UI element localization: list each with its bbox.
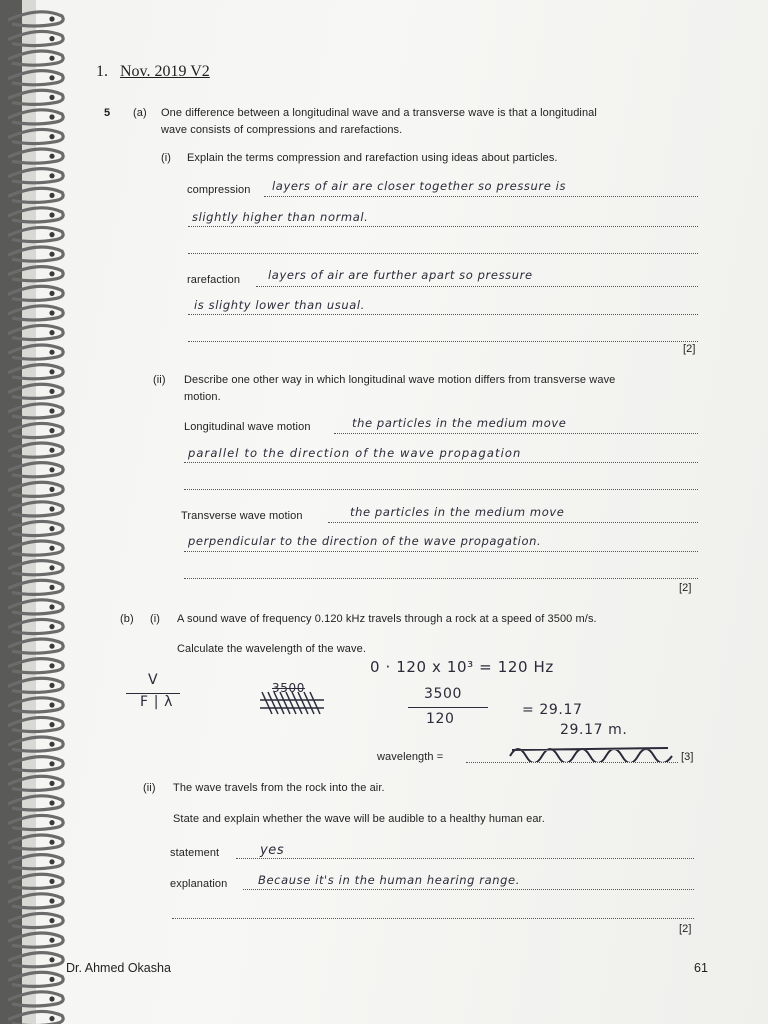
header-title: Nov. 2019 V2: [120, 63, 210, 80]
triangle-bottom: F | λ: [140, 694, 173, 710]
marks-a-ii: [2]: [679, 582, 692, 594]
punch-hole: [49, 957, 54, 962]
rarefaction-label: rarefaction: [187, 274, 241, 286]
punch-hole: [49, 330, 54, 335]
crossed-number: 3500: [272, 681, 305, 695]
answer-line: [264, 196, 698, 197]
fraction-denominator: 120: [426, 711, 455, 727]
punch-hole: [49, 761, 54, 766]
spiral-binding: [0, 0, 70, 1024]
part-b-i-instruction: Calculate the wavelength of the wave.: [177, 643, 366, 655]
punch-hole: [49, 781, 54, 786]
punch-hole: [49, 918, 54, 923]
punch-hole: [49, 291, 54, 296]
punch-hole: [49, 487, 54, 492]
answer-line: [188, 314, 698, 315]
answer-line: [334, 433, 698, 434]
transverse-answer-1: the particles in the medium move: [350, 505, 565, 519]
punch-hole: [49, 36, 54, 41]
part-b-i-prompt: A sound wave of frequency 0.120 kHz travels through a rock at a speed of 3500 m/s.: [177, 613, 597, 625]
part-b-ii-prompt-2: State and explain whether the wave will be audible to a healthy human ear.: [173, 813, 545, 825]
punch-hole: [49, 448, 54, 453]
answer-line: [172, 918, 694, 919]
transverse-label: Transverse wave motion: [181, 510, 303, 522]
scribble-mark: [258, 688, 330, 718]
punch-hole: [49, 506, 54, 511]
punch-hole: [49, 134, 54, 139]
spiral-coils: [0, 0, 70, 1024]
punch-hole: [49, 56, 54, 61]
part-a-i-prompt: Explain the terms compression and rarefaction using ideas about particles.: [187, 152, 558, 164]
punch-hole: [49, 683, 54, 688]
header-number: 1.: [96, 63, 108, 80]
punch-hole: [49, 977, 54, 982]
punch-hole: [49, 16, 54, 21]
punch-hole: [49, 271, 54, 276]
compression-answer-1: layers of air are closer together so pressure is: [272, 179, 567, 193]
punch-hole: [49, 154, 54, 159]
answer-line: [256, 286, 698, 287]
punch-hole: [49, 702, 54, 707]
compression-label: compression: [187, 184, 251, 196]
punch-hole: [49, 996, 54, 1001]
answer-line: [328, 522, 698, 523]
part-a-ii-prompt-2: motion.: [184, 391, 221, 403]
punch-hole: [49, 840, 54, 845]
punch-hole: [49, 898, 54, 903]
fraction-result: = 29.17: [522, 702, 583, 718]
rarefaction-answer-1: layers of air are further apart so pressure: [268, 268, 533, 282]
punch-hole: [49, 938, 54, 943]
punch-hole: [49, 722, 54, 727]
answer-line: [466, 762, 678, 763]
punch-hole: [49, 800, 54, 805]
answer-line: [188, 226, 698, 227]
answer-line: [184, 462, 698, 463]
answer-line: [188, 341, 698, 342]
footer-page-number: 61: [694, 961, 708, 975]
punch-hole: [49, 604, 54, 609]
rarefaction-answer-2: is slighty lower than usual.: [194, 298, 365, 312]
punch-hole: [49, 565, 54, 570]
longitudinal-answer-1: the particles in the medium move: [352, 416, 567, 430]
punch-hole: [49, 232, 54, 237]
punch-hole: [49, 350, 54, 355]
part-a-i-label: (i): [161, 152, 172, 164]
part-b-ii-label: (ii): [143, 782, 156, 794]
explanation-answer: Because it's in the human hearing range.: [258, 873, 520, 887]
question-number: 5: [104, 107, 111, 119]
answer-line: [184, 551, 698, 552]
transverse-answer-2: perpendicular to the direction of the wave propagation.: [188, 534, 542, 548]
punch-hole: [49, 663, 54, 668]
punch-hole: [49, 859, 54, 864]
answer-line: [236, 858, 694, 859]
punch-hole: [49, 1016, 54, 1021]
punch-hole: [49, 310, 54, 315]
triangle-top: V: [148, 672, 159, 688]
part-a-intro-line2: wave consists of compressions and rarefactions.: [161, 124, 403, 136]
statement-answer: yes: [260, 843, 285, 858]
punch-hole: [49, 585, 54, 590]
punch-hole: [49, 114, 54, 119]
punch-hole: [49, 624, 54, 629]
result-line: 29.17 m.: [560, 722, 628, 738]
part-b-label: (b): [120, 613, 134, 625]
punch-hole: [49, 644, 54, 649]
punch-hole: [49, 546, 54, 551]
punch-hole: [49, 389, 54, 394]
longitudinal-label: Longitudinal wave motion: [184, 421, 311, 433]
part-b-ii-prompt-1: The wave travels from the rock into the air.: [173, 782, 385, 794]
punch-hole: [49, 467, 54, 472]
working-line-1: 0 · 120 x 10³ = 120 Hz: [370, 658, 554, 676]
part-a-intro-line1: One difference between a longitudinal wave and a transverse wave is that a longitudinal: [161, 107, 597, 119]
part-a-ii-prompt-1: Describe one other way in which longitudinal wave motion differs from transverse wave: [184, 374, 616, 386]
fraction-bar: [408, 707, 488, 708]
statement-label: statement: [170, 847, 220, 859]
punch-hole: [49, 820, 54, 825]
answer-line: [184, 489, 698, 490]
punch-hole: [49, 212, 54, 217]
wavelength-label: wavelength =: [377, 751, 444, 763]
longitudinal-answer-2: parallel to the direction of the wave propagation: [188, 446, 522, 460]
punch-hole: [49, 252, 54, 257]
part-a-label: (a): [133, 107, 147, 119]
punch-hole: [49, 95, 54, 100]
footer-author: Dr. Ahmed Okasha: [66, 961, 171, 975]
answer-line: [243, 889, 694, 890]
marks-b-i: [3]: [681, 751, 694, 763]
part-a-ii-label: (ii): [153, 374, 166, 386]
punch-hole: [49, 75, 54, 80]
punch-hole: [49, 742, 54, 747]
part-b-i-label: (i): [150, 613, 161, 625]
answer-line: [184, 578, 698, 579]
punch-hole: [49, 369, 54, 374]
punch-hole: [49, 428, 54, 433]
marks-b-ii: [2]: [679, 923, 692, 935]
punch-hole: [49, 173, 54, 178]
scribble-mark: [508, 740, 676, 762]
punch-hole: [49, 193, 54, 198]
fraction-numerator: 3500: [424, 686, 463, 702]
answer-line: [188, 253, 698, 254]
punch-hole: [49, 408, 54, 413]
explanation-label: explanation: [170, 878, 228, 890]
punch-hole: [49, 526, 54, 531]
punch-hole: [49, 879, 54, 884]
marks-a-i: [2]: [683, 343, 696, 355]
compression-answer-2: slightly higher than normal.: [192, 210, 369, 224]
